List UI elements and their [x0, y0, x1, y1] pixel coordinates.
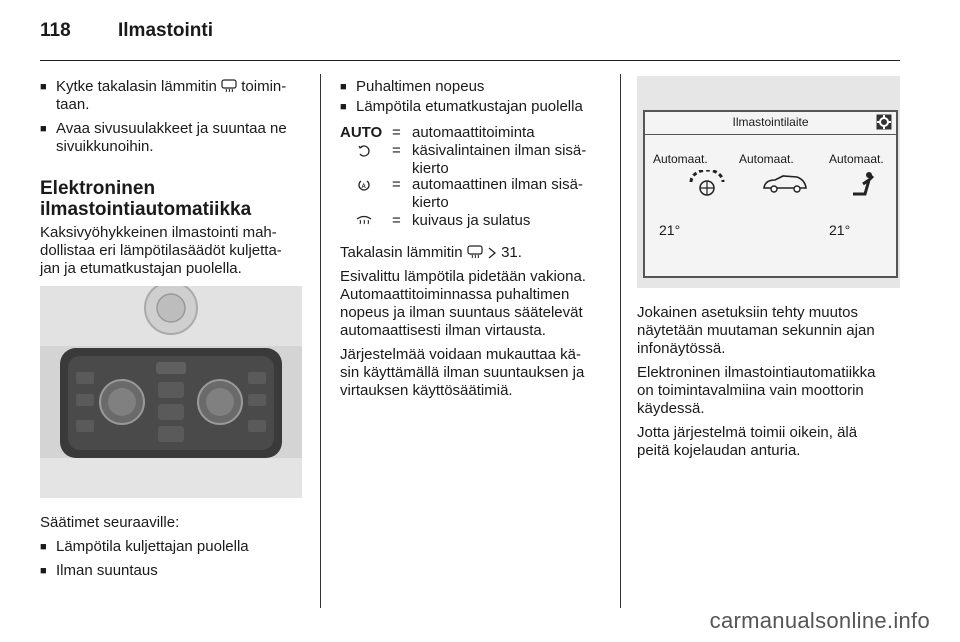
settings-icon [876, 114, 892, 130]
list-item: ■ Ilman suuntaus [40, 562, 158, 580]
display-title-bar [645, 112, 896, 135]
page-title: Ilmastointi [118, 20, 214, 41]
list-item: ■ Puhaltimen nopeus [340, 78, 484, 96]
svg-text:A: A [361, 184, 366, 190]
driver-temperature: 21° [659, 222, 681, 238]
legend-text: käsivalintainen ilman sisä- kierto [412, 142, 587, 177]
defrost-icon [340, 214, 388, 228]
legend-text: automaattitoiminta [412, 124, 535, 141]
list-item: ■ Lämpötila etumatkustajan puolella [340, 98, 583, 116]
paragraph-line: Säätimet seuraaville: [40, 514, 180, 531]
list-item: ■ Lämpötila kuljettajan puolella [40, 538, 249, 556]
fan-speed-icon [687, 170, 727, 198]
paragraph-line: käydessä. [637, 400, 705, 417]
paragraph-line: näytetään muutaman sekunnin ajan [637, 322, 875, 339]
list-item-continuation: sivuikkunoihin. [56, 138, 154, 155]
paragraph-line: nopeus ja ilman suuntaus säätelevät [340, 304, 583, 321]
paragraph-line: Automaattitoiminnassa puhaltimen [340, 286, 570, 303]
equals-sign: = [392, 176, 401, 193]
paragraph-line: peitä kojelaudan anturia. [637, 442, 801, 459]
paragraph-line: Takalasin lämmitin 31. [340, 244, 522, 261]
paragraph-line: Esivalittu lämpötila pidetään vakiona. [340, 268, 586, 285]
recirculation-auto-label: Automaat. [739, 152, 794, 166]
paragraph-line: Kaksivyöhykkeinen ilmastointi mah- [40, 224, 277, 241]
equals-sign: = [392, 212, 401, 229]
paragraph-line: Elektroninen ilmastointiautomatiikka [637, 364, 876, 381]
legend-text: automaattinen ilman sisä- kierto [412, 176, 583, 211]
manual-recirculation-icon [340, 144, 388, 158]
paragraph-line: on toimintavalmiina vain moottorin [637, 382, 864, 399]
list-item: ■ Kytke takalasin lämmitin toimin- [40, 78, 286, 96]
page-number: 118 [40, 20, 71, 41]
paragraph-line: Jotta järjestelmä toimii oikein, älä [637, 424, 858, 441]
rear-window-heater-icon [467, 245, 483, 259]
list-item: ■ Avaa sivusuulakkeet ja suuntaa ne [40, 120, 287, 138]
auto-recirculation-icon [340, 178, 388, 192]
rear-window-heater-icon [221, 79, 237, 93]
climate-control-panel-photo [40, 286, 302, 498]
auto-label: AUTO [340, 124, 383, 141]
section-heading: Elektroninen [40, 178, 156, 199]
paragraph-line: jan ja etumatkustajan puolella. [40, 260, 242, 277]
fan-auto-label: Automaat. [653, 152, 708, 166]
car-recirculation-icon [761, 174, 809, 194]
air-distribution-auto-label: Automaat. [829, 152, 884, 166]
display-screen [643, 110, 898, 278]
display-title: Ilmastointilaite [732, 115, 809, 129]
paragraph-line: infonäytössä. [637, 340, 726, 357]
column-divider [620, 74, 621, 608]
info-display [637, 76, 900, 288]
air-distribution-icon [849, 170, 877, 198]
page-header [40, 20, 900, 61]
paragraph-line: Jokainen asetuksiin tehty muutos [637, 304, 858, 321]
equals-sign: = [392, 124, 401, 141]
paragraph-line: sin käyttämällä ilman suuntauksen ja [340, 364, 585, 381]
column-divider [320, 74, 321, 608]
paragraph-line: Järjestelmää voidaan mukauttaa kä- [340, 346, 581, 363]
paragraph-line: automaattisesti ilman virtausta. [340, 322, 546, 339]
page-reference-arrow-icon [487, 247, 497, 259]
watermark: carmanualsonline.info [709, 608, 930, 633]
paragraph-line: dollistaa eri lämpötilasäädöt kuljetta- [40, 242, 282, 259]
equals-sign: = [392, 142, 401, 159]
paragraph-line: virtauksen käyttösäätimiä. [340, 382, 513, 399]
legend-text: kuivaus ja sulatus [412, 212, 531, 229]
section-heading: ilmastointiautomatiikka [40, 199, 252, 220]
passenger-temperature: 21° [829, 222, 851, 238]
list-item-continuation: taan. [56, 96, 90, 113]
